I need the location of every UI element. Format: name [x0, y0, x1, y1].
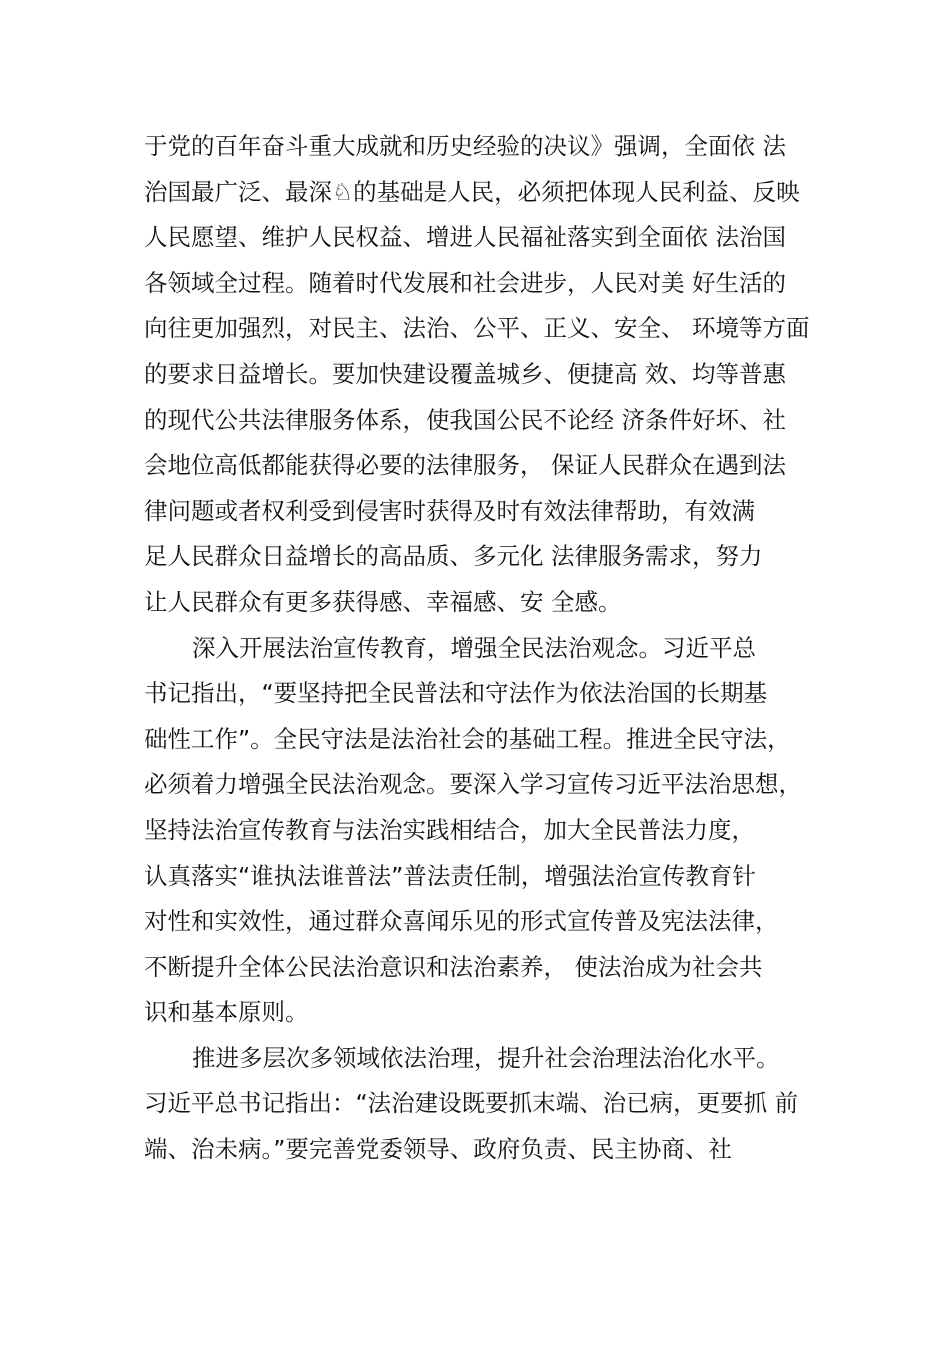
text-line: 书记指出，“要坚持把全民普法和守法作为依法治国的长期基: [144, 679, 768, 708]
text-line: 必须着力增强全民法治观念。要深入学习宣传习近平法治思想，: [144, 770, 802, 799]
text-line: 会地位高低都能获得必要的法律服务， 保证人民群众在遇到法: [144, 451, 786, 480]
paragraph-3: [144, 1036, 834, 1173]
text-line-indented: 深入开展法治宣传教育，增强全民法治观念。习近平总: [192, 633, 756, 662]
text-line: 认真落实“谁执法谁普法”普法责任制，增强法治宣传教育针: [144, 861, 756, 890]
text-line: 础性工作”。全民守法是法治社会的基础工程。推进全民守法，: [144, 724, 791, 753]
text-line: 各领域全过程。随着时代发展和社会进步，人民对美 好生活的: [144, 268, 786, 297]
text-line: 让人民群众有更多获得感、幸福感、安 全感。: [144, 587, 622, 616]
text-line: 向往更加强烈，对民主、法治、公平、正义、安全、 环境等方面: [144, 314, 810, 343]
paragraph-2: [144, 626, 834, 1036]
paragraph-1: [144, 124, 834, 626]
text-line: 坚持法治宣传教育与法治实践相结合，加大全民普法力度，: [144, 815, 755, 844]
text-line: 识和基本原则。: [144, 998, 309, 1027]
text-line: 的现代公共法律服务体系，使我国公民不论经 济条件好坏、社: [144, 405, 786, 434]
document-body: [144, 124, 834, 1173]
text-line: 律问题或者权利受到侵害时获得及时有效法律帮助，有效满: [144, 496, 755, 525]
text-line: 习近平总书记指出：“法治建设既要抓末端、治已病，更要抓 前: [144, 1089, 799, 1118]
text-line: 对性和实效性，通过群众喜闻乐见的形式宣传普及宪法法律，: [144, 907, 779, 936]
text-line: 不断提升全体公民法治意识和法治素养， 使法治成为社会共: [144, 952, 763, 981]
text-line-indented: 推进多层次多领域依法治理，提升社会治理法治化水平。: [192, 1043, 780, 1072]
text-line: 足人民群众日益增长的高品质、多元化 法律服务需求，努力: [144, 542, 763, 571]
text-line: 端、治未病。”要完善党委领导、政府负责、民主协商、社: [144, 1135, 732, 1164]
text-line: 治国最广泛、最深♘的基础是人民，必须把体现人民利益、反映: [144, 177, 800, 206]
text-line: 人民愿望、维护人民权益、增进人民福祉落实到全面依 法治国: [144, 223, 786, 252]
text-line: 于党的百年奋斗重大成就和历史经验的决议》强调，全面依 法: [144, 132, 786, 160]
text-line: 的要求日益增长。要加快建设覆盖城乡、便捷高 效、均等普惠: [144, 359, 786, 388]
